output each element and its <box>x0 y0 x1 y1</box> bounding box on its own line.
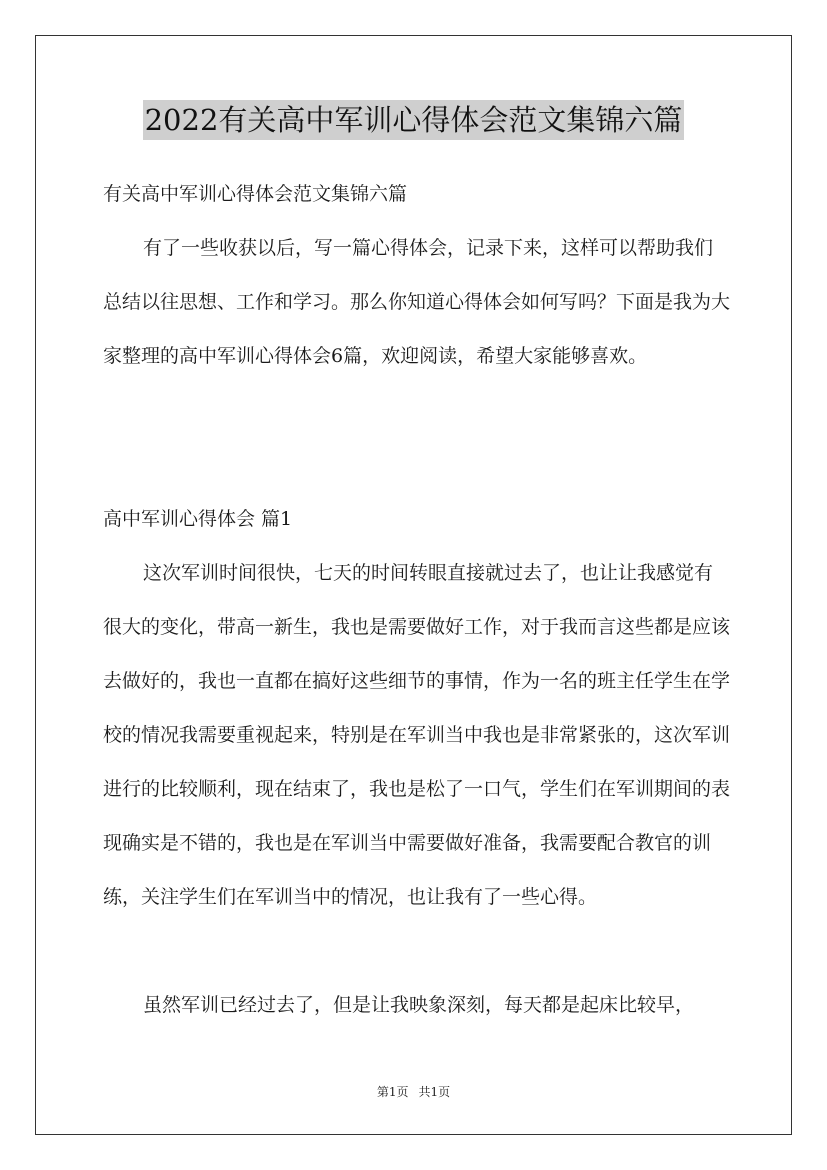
document-title: 2022有关高中军训心得体会范文集锦六篇 <box>143 100 685 140</box>
page-number: 第1页 <box>376 1085 409 1099</box>
section-paragraph-2: 虽然军训已经过去了，但是让我映象深刻，每天都是起床比较早， <box>143 994 695 1016</box>
document-subtitle: 有关高中军训心得体会范文集锦六篇 <box>103 183 408 205</box>
title-container <box>0 100 827 140</box>
section-heading: 高中军训心得体会 篇1 <box>103 508 293 530</box>
page-total: 共1页 <box>418 1085 451 1099</box>
section-paragraph-1: 这次军训时间很快，七天的时间转眼直接就过去了，也让让我感觉有很大的变化，带高一新生，我也是需要做好工作，对于我而言这些都是应该去做好的，我也一直都在搞好这些细节的事情，作为一名的班主任学生在学校的情况我需要重视起来，特别是在军训当中我也是非常紧张的，这次军训进行的比较顺利，现在结束了，我也是松了一口气，学生们在军训期间的表现确实是不错的，我也是在军训当中需要做好准备，我需要配合教官的训练，关注学生们在军训当中的情况，也让我有了一些心得。 <box>103 562 731 908</box>
page-footer <box>0 1084 827 1100</box>
intro-paragraph: 有了一些收获以后，写一篇心得体会，记录下来，这样可以帮助我们总结以往思想、工作和学习。那么你知道心得体会如何写吗？下面是我为大家整理的高中军训心得体会6篇，欢迎阅读，希望大家能够喜欢。 <box>103 237 731 367</box>
